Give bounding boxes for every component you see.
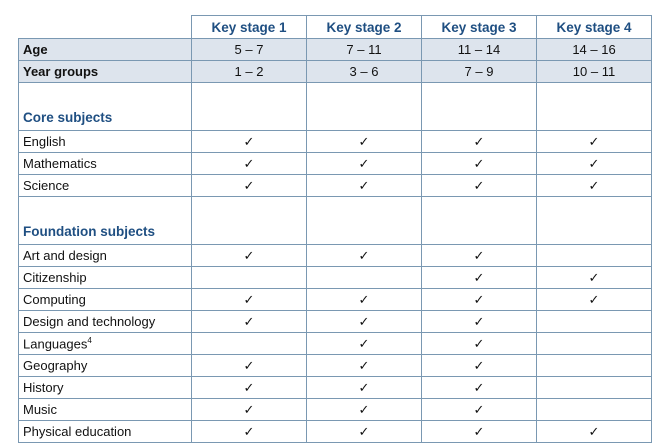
stage-cell <box>307 245 422 267</box>
stage-cell <box>307 267 422 289</box>
subject-name <box>19 355 192 377</box>
check-icon: ✓ <box>588 270 600 286</box>
subject-name <box>19 377 192 399</box>
check-icon: ✓ <box>358 178 370 194</box>
stage-cell <box>422 311 537 333</box>
stage-cell <box>537 175 652 197</box>
check-icon: ✓ <box>473 424 485 440</box>
year-groups-value: 3 – 6 <box>307 61 422 83</box>
stage-cell <box>422 377 537 399</box>
check-icon: ✓ <box>358 424 370 440</box>
check-icon: ✓ <box>243 248 255 264</box>
header-key-stage-4: Key stage 4 <box>537 16 652 39</box>
header-row <box>19 16 652 39</box>
subject-label: Geography <box>23 358 88 373</box>
subject-label: Music <box>23 402 57 417</box>
subject-name <box>19 421 192 443</box>
check-icon: ✓ <box>243 380 255 396</box>
age-value: 11 – 14 <box>422 39 537 61</box>
stage-cell <box>307 355 422 377</box>
check-icon: ✓ <box>243 358 255 374</box>
subject-row <box>19 333 652 355</box>
subject-row <box>19 153 652 175</box>
subject-label: Physical education <box>23 424 132 439</box>
subject-name <box>19 333 192 355</box>
stage-cell <box>192 421 307 443</box>
check-icon: ✓ <box>243 178 255 194</box>
check-icon: ✓ <box>473 314 485 330</box>
section-title: Core subjects <box>19 83 192 131</box>
check-icon: ✓ <box>588 292 600 308</box>
age-value: 7 – 11 <box>307 39 422 61</box>
stage-cell <box>307 289 422 311</box>
empty-cell <box>192 197 307 245</box>
stage-cell <box>192 333 307 355</box>
subject-row <box>19 311 652 333</box>
check-icon: ✓ <box>358 156 370 172</box>
check-icon: ✓ <box>473 402 485 418</box>
stage-cell <box>422 153 537 175</box>
stage-cell <box>537 153 652 175</box>
stage-cell <box>192 355 307 377</box>
year-groups-value: 10 – 11 <box>537 61 652 83</box>
check-icon: ✓ <box>473 270 485 286</box>
empty-cell <box>307 197 422 245</box>
stage-cell <box>192 131 307 153</box>
check-icon: ✓ <box>358 336 370 352</box>
check-icon: ✓ <box>358 380 370 396</box>
stage-cell <box>537 289 652 311</box>
empty-cell <box>307 83 422 131</box>
stage-cell <box>192 245 307 267</box>
subject-row <box>19 131 652 153</box>
subject-name <box>19 153 192 175</box>
stage-cell <box>537 245 652 267</box>
check-icon: ✓ <box>243 156 255 172</box>
subject-name <box>19 245 192 267</box>
subject-label: Science <box>23 178 70 193</box>
empty-cell <box>422 83 537 131</box>
check-icon: ✓ <box>358 402 370 418</box>
check-icon: ✓ <box>243 292 255 308</box>
stage-cell <box>192 399 307 421</box>
stage-cell <box>537 399 652 421</box>
header-key-stage-1: Key stage 1 <box>192 16 307 39</box>
empty-cell <box>537 197 652 245</box>
stage-cell <box>192 153 307 175</box>
check-icon: ✓ <box>473 292 485 308</box>
subject-row <box>19 377 652 399</box>
subject-row <box>19 399 652 421</box>
stage-cell <box>537 311 652 333</box>
stage-cell <box>422 175 537 197</box>
stage-cell <box>307 333 422 355</box>
check-icon: ✓ <box>243 424 255 440</box>
stage-cell <box>422 355 537 377</box>
year-groups-label: Year groups <box>19 61 192 83</box>
check-icon: ✓ <box>243 314 255 330</box>
age-label: Age <box>19 39 192 61</box>
subject-label: Design and technology <box>23 314 156 329</box>
subject-name <box>19 175 192 197</box>
stage-cell <box>537 131 652 153</box>
stage-cell <box>422 421 537 443</box>
check-icon: ✓ <box>588 156 600 172</box>
stage-cell <box>192 267 307 289</box>
check-icon: ✓ <box>358 248 370 264</box>
stage-cell <box>192 311 307 333</box>
stage-cell <box>307 421 422 443</box>
stage-cell <box>307 377 422 399</box>
check-icon: ✓ <box>588 424 600 440</box>
stage-cell <box>192 377 307 399</box>
subject-label: English <box>23 134 66 149</box>
stage-cell <box>537 267 652 289</box>
subject-label: Art and design <box>23 248 107 263</box>
empty-cell <box>422 197 537 245</box>
check-icon: ✓ <box>358 358 370 374</box>
stage-cell <box>537 333 652 355</box>
corner-cell <box>19 16 192 39</box>
check-icon: ✓ <box>473 178 485 194</box>
year-groups-row <box>19 61 652 83</box>
check-icon: ✓ <box>243 134 255 150</box>
stage-cell <box>422 267 537 289</box>
footnote-marker: 4 <box>87 335 92 345</box>
stage-cell <box>192 289 307 311</box>
stage-cell <box>307 131 422 153</box>
header-key-stage-2: Key stage 2 <box>307 16 422 39</box>
stage-cell <box>537 355 652 377</box>
subject-row <box>19 421 652 443</box>
check-icon: ✓ <box>588 178 600 194</box>
stage-cell <box>307 399 422 421</box>
subject-name <box>19 289 192 311</box>
year-groups-value: 7 – 9 <box>422 61 537 83</box>
subject-label: Computing <box>23 292 86 307</box>
subject-row <box>19 289 652 311</box>
age-row <box>19 39 652 61</box>
stage-cell <box>422 333 537 355</box>
subject-row <box>19 175 652 197</box>
subject-label: Citizenship <box>23 270 87 285</box>
header-key-stage-3: Key stage 3 <box>422 16 537 39</box>
subject-label: History <box>23 380 64 395</box>
subject-row <box>19 245 652 267</box>
check-icon: ✓ <box>358 314 370 330</box>
stage-cell <box>422 131 537 153</box>
stage-cell <box>192 175 307 197</box>
check-icon: ✓ <box>473 336 485 352</box>
age-value: 14 – 16 <box>537 39 652 61</box>
age-value: 5 – 7 <box>192 39 307 61</box>
check-icon: ✓ <box>473 134 485 150</box>
section-header-row <box>19 197 652 245</box>
subject-name <box>19 311 192 333</box>
stage-cell <box>537 377 652 399</box>
stage-cell <box>307 175 422 197</box>
year-groups-value: 1 – 2 <box>192 61 307 83</box>
check-icon: ✓ <box>473 156 485 172</box>
subject-label: Mathematics <box>23 156 97 171</box>
subject-row <box>19 355 652 377</box>
subject-name <box>19 267 192 289</box>
empty-cell <box>192 83 307 131</box>
check-icon: ✓ <box>473 358 485 374</box>
stage-cell <box>307 153 422 175</box>
stage-cell <box>422 399 537 421</box>
check-icon: ✓ <box>473 248 485 264</box>
subject-name <box>19 399 192 421</box>
subject-row <box>19 267 652 289</box>
check-icon: ✓ <box>358 134 370 150</box>
section-title: Foundation subjects <box>19 197 192 245</box>
stage-cell <box>422 289 537 311</box>
curriculum-table <box>18 15 652 443</box>
check-icon: ✓ <box>473 380 485 396</box>
empty-cell <box>537 83 652 131</box>
check-icon: ✓ <box>243 402 255 418</box>
check-icon: ✓ <box>588 134 600 150</box>
subject-name <box>19 131 192 153</box>
subject-label: Languages <box>23 336 88 352</box>
stage-cell <box>422 245 537 267</box>
stage-cell <box>307 311 422 333</box>
stage-cell <box>537 421 652 443</box>
section-header-row <box>19 83 652 131</box>
check-icon: ✓ <box>358 292 370 308</box>
